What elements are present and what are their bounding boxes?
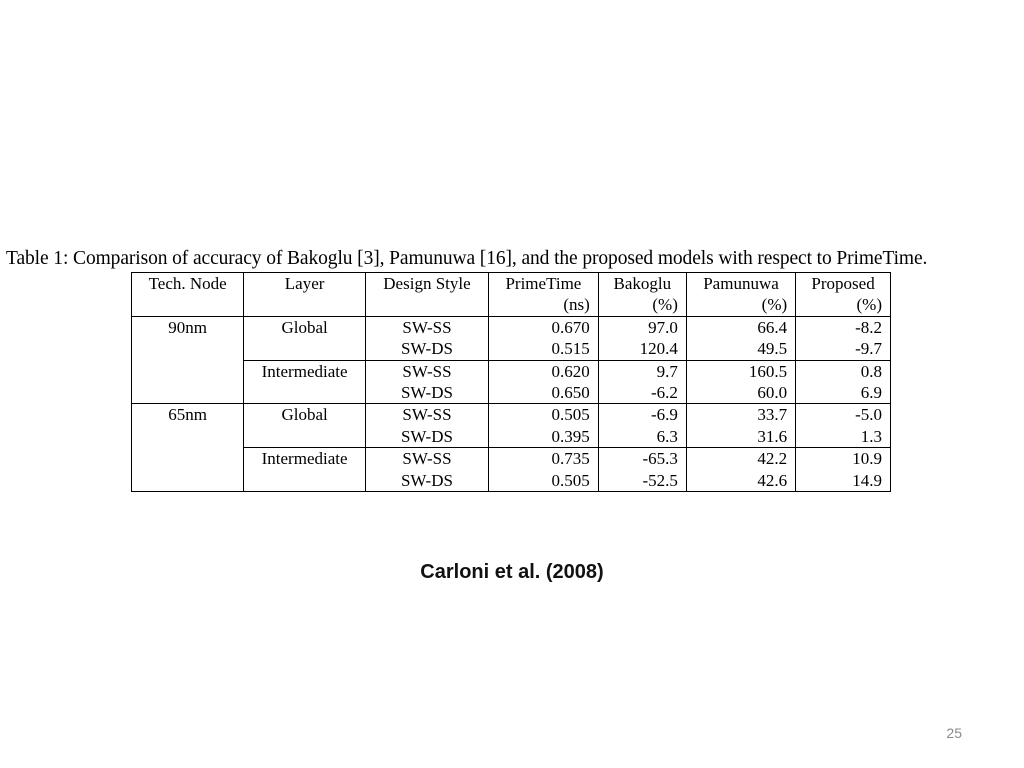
primetime-value: 0.735 (551, 449, 590, 469)
design-style-value: SW-SS (402, 449, 452, 469)
header-pamunuwa-label: Pamunuwa (703, 274, 779, 293)
design-style-value: SW-DS (400, 383, 453, 403)
primetime-value: 0.620 (551, 361, 590, 381)
proposed-value: 14.9 (852, 470, 882, 490)
tech-node-cell-empty (132, 360, 244, 404)
table-row (132, 360, 891, 404)
table-row (132, 316, 891, 360)
header-bakoglu-unit: (%) (652, 295, 678, 315)
pamunuwa-cell (686, 404, 795, 448)
header-bakoglu (598, 273, 686, 317)
pamunuwa-value: 66.4 (757, 317, 788, 337)
proposed-value: 6.9 (860, 383, 882, 403)
design-style-cell (365, 404, 488, 448)
tech-node-cell: 90nm (132, 316, 244, 360)
primetime-cell (489, 316, 599, 360)
header-pamunuwa (686, 273, 795, 317)
primetime-value: 0.650 (551, 383, 590, 403)
pamunuwa-value: 60.0 (757, 383, 788, 403)
header-tech-node: Tech. Node (132, 273, 244, 317)
design-style-cell (365, 360, 488, 404)
bakoglu-value: 6.3 (656, 426, 678, 446)
primetime-value: 0.515 (551, 339, 590, 359)
header-primetime-unit: (ns) (563, 295, 590, 315)
bakoglu-cell (598, 448, 686, 492)
pamunuwa-value: 160.5 (748, 361, 788, 381)
tech-node-cell: 65nm (132, 404, 244, 448)
bakoglu-cell (598, 316, 686, 360)
pamunuwa-value: 49.5 (757, 339, 788, 359)
design-style-value: SW-DS (400, 339, 453, 359)
design-style-value: SW-SS (402, 361, 452, 381)
proposed-cell (796, 404, 891, 448)
pamunuwa-value: 31.6 (757, 426, 788, 446)
header-design-style: Design Style (365, 273, 488, 317)
accuracy-comparison-table (131, 272, 891, 492)
pamunuwa-cell (686, 448, 795, 492)
layer-cell: Global (244, 316, 366, 360)
bakoglu-value: -65.3 (642, 449, 678, 469)
bakoglu-cell (598, 404, 686, 448)
pamunuwa-cell (686, 316, 795, 360)
primetime-cell (489, 404, 599, 448)
design-style-cell (365, 316, 488, 360)
primetime-value: 0.670 (551, 317, 590, 337)
bakoglu-cell (598, 360, 686, 404)
bakoglu-value: -6.2 (650, 383, 678, 403)
proposed-cell (796, 316, 891, 360)
proposed-cell (796, 448, 891, 492)
pamunuwa-value: 42.6 (757, 470, 788, 490)
tech-node-cell-empty (132, 448, 244, 492)
bakoglu-value: -6.9 (650, 405, 678, 425)
proposed-cell (796, 360, 891, 404)
bakoglu-value: 120.4 (639, 339, 678, 359)
citation: Carloni et al. (2008) (420, 561, 604, 583)
pamunuwa-cell (686, 360, 795, 404)
header-bakoglu-label: Bakoglu (613, 274, 672, 293)
header-layer: Layer (244, 273, 366, 317)
header-proposed-label: Proposed (811, 274, 875, 293)
header-pamunuwa-unit: (%) (761, 295, 788, 315)
design-style-value: SW-SS (402, 317, 452, 337)
proposed-value: -8.2 (855, 317, 882, 337)
primetime-value: 0.505 (551, 405, 590, 425)
design-style-value: SW-DS (400, 470, 453, 490)
proposed-value: 0.8 (860, 361, 882, 381)
proposed-value: 10.9 (852, 449, 882, 469)
header-primetime (489, 273, 599, 317)
design-style-value: SW-DS (400, 426, 453, 446)
bakoglu-value: 9.7 (656, 361, 678, 381)
header-primetime-label: PrimeTime (505, 274, 582, 293)
design-style-cell (365, 448, 488, 492)
pamunuwa-value: 33.7 (757, 405, 788, 425)
bakoglu-value: -52.5 (642, 470, 678, 490)
primetime-value: 0.505 (551, 470, 590, 490)
header-proposed (796, 273, 891, 317)
primetime-cell (489, 360, 599, 404)
table-header-row (132, 273, 891, 317)
page-number: 25 (946, 725, 962, 741)
bakoglu-value: 97.0 (648, 317, 678, 337)
layer-cell: Global (244, 404, 366, 448)
design-style-value: SW-SS (402, 405, 452, 425)
primetime-cell (489, 448, 599, 492)
primetime-value: 0.395 (551, 426, 590, 446)
layer-cell: Intermediate (244, 448, 366, 492)
pamunuwa-value: 42.2 (757, 449, 788, 469)
table-caption: Table 1: Comparison of accuracy of Bakoglu [3], Pamunuwa [16], and the proposed models with respect to PrimeTime. (6, 248, 928, 269)
proposed-value: -9.7 (855, 339, 882, 359)
table-row (132, 404, 891, 448)
layer-cell: Intermediate (244, 360, 366, 404)
proposed-value: -5.0 (855, 405, 882, 425)
header-proposed-unit: (%) (856, 295, 882, 315)
table-row (132, 448, 891, 492)
proposed-value: 1.3 (860, 426, 882, 446)
